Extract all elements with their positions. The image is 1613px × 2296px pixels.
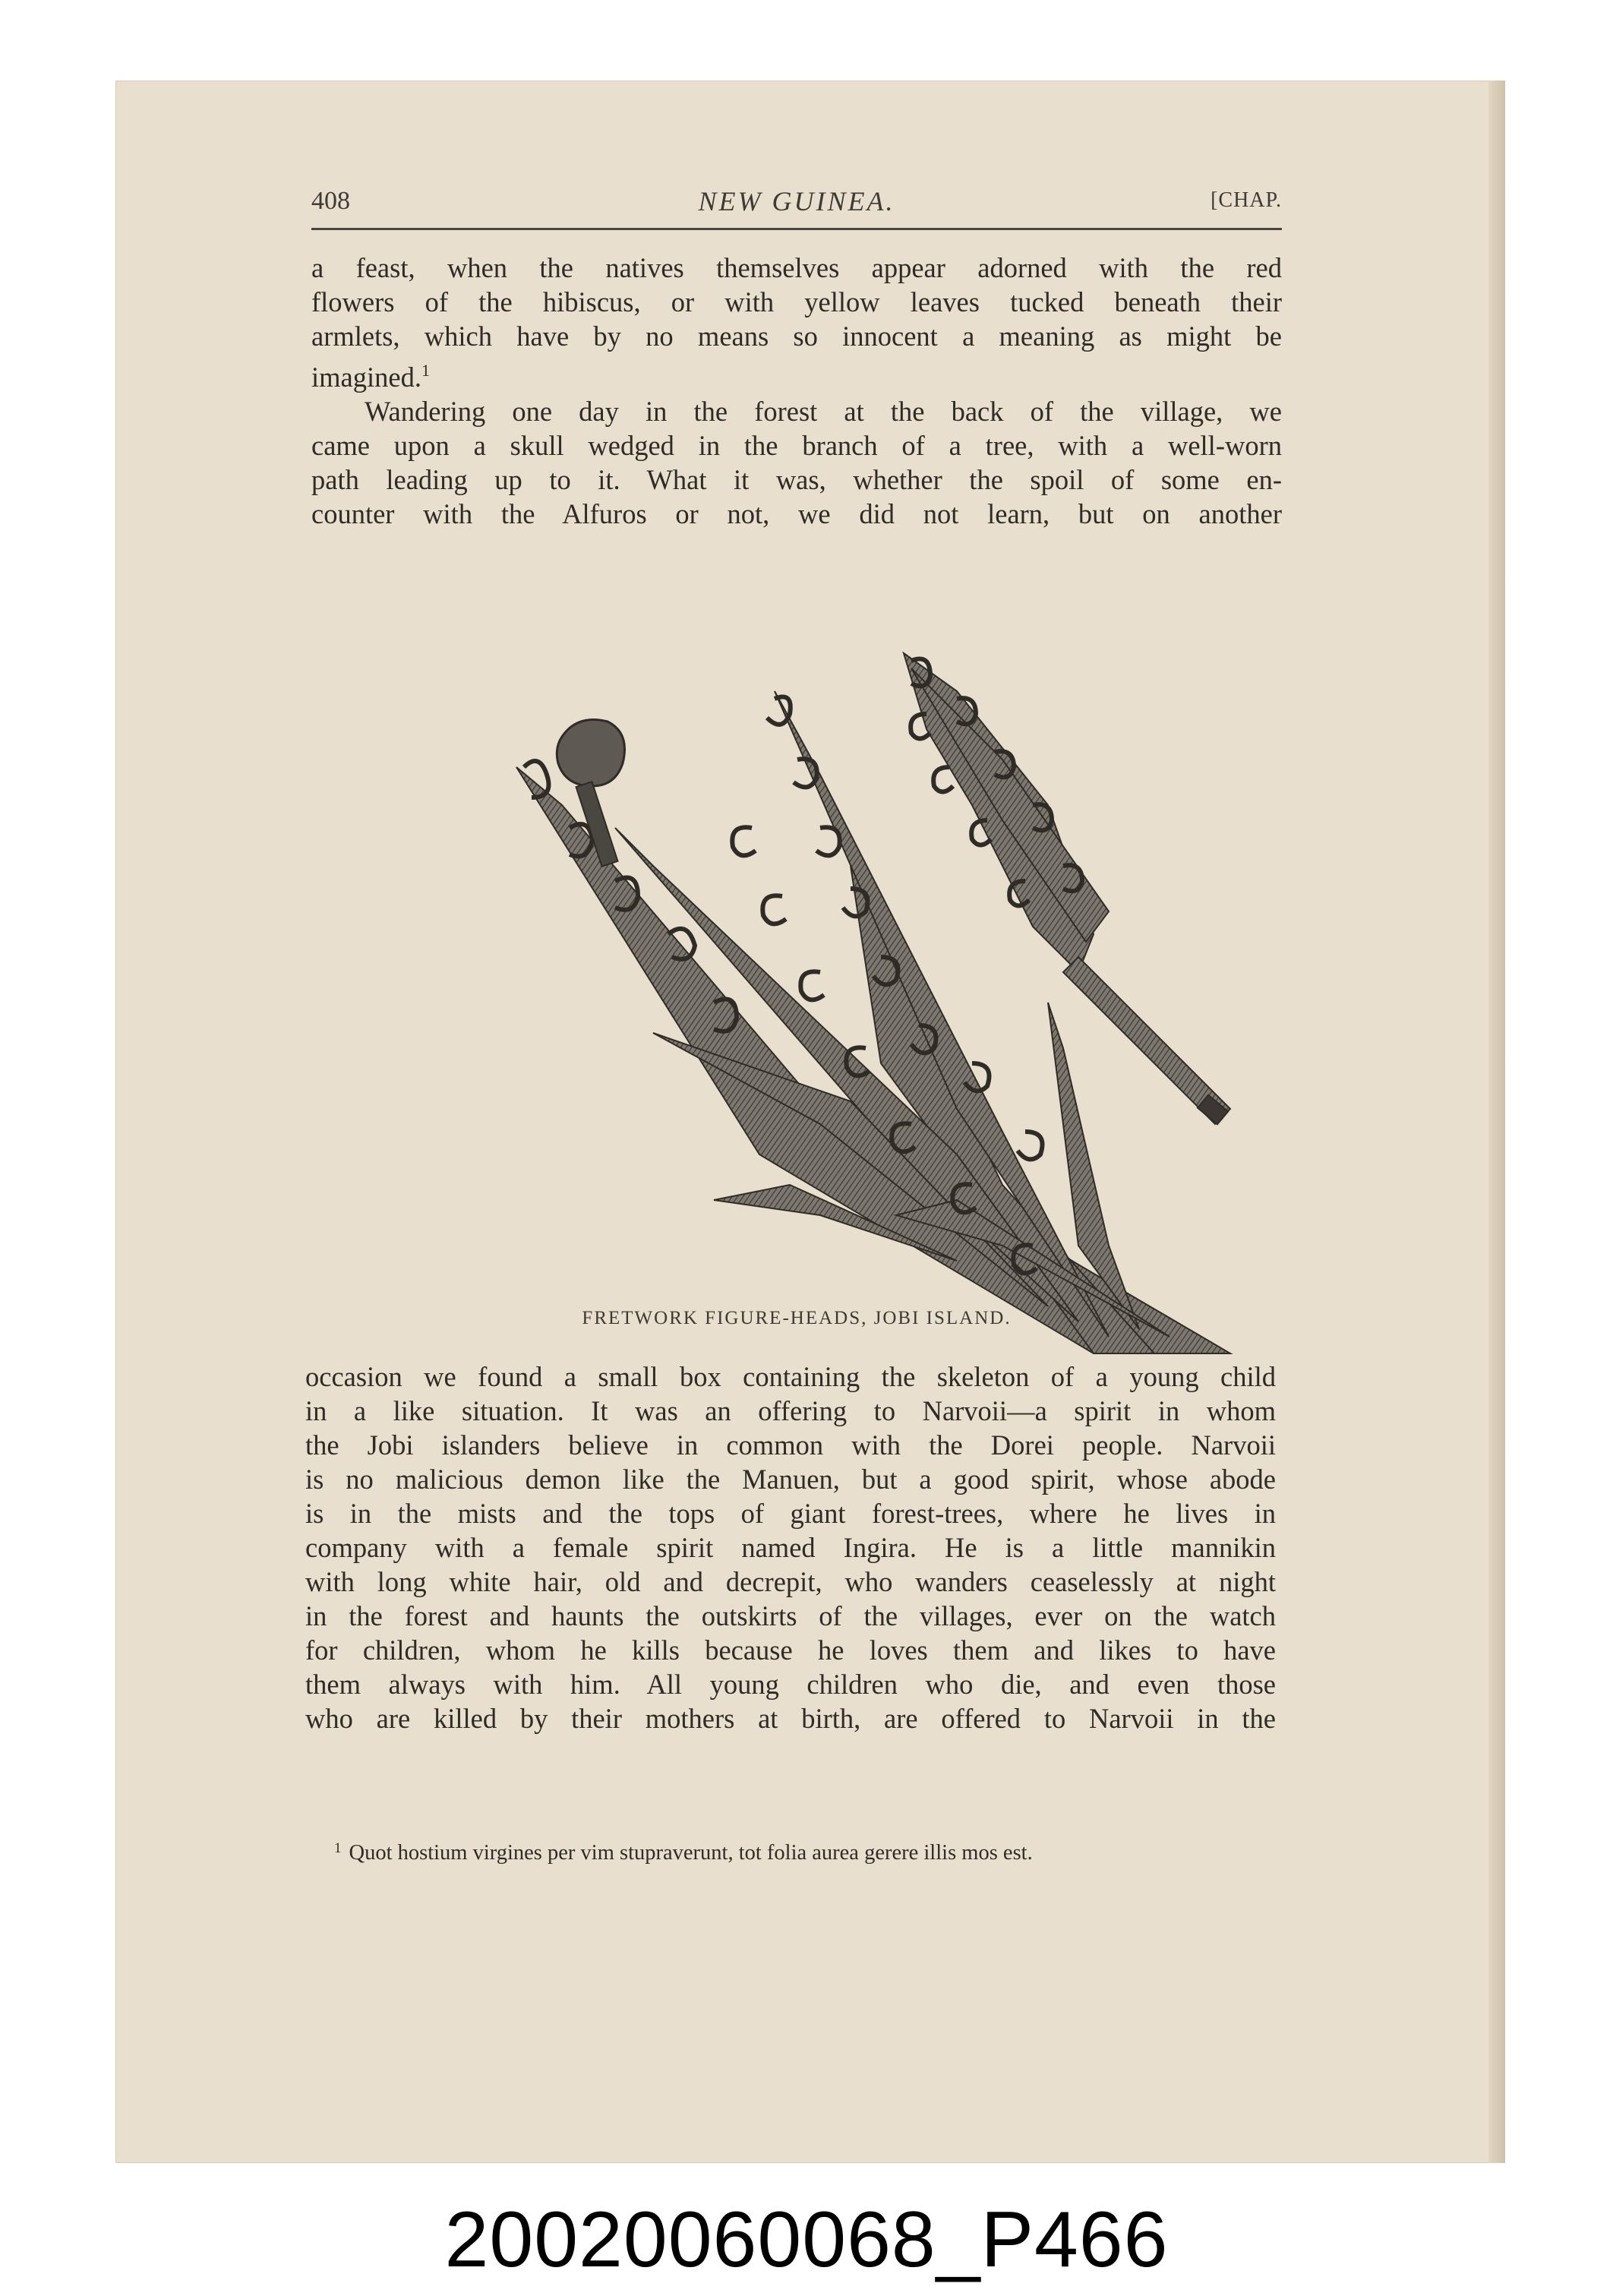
text-line: in the forest and haunts the outskirts of the villages, ever on the watch [305, 1600, 1276, 1631]
text-line: for children, whom he kills because he loves them and likes to have [305, 1634, 1276, 1666]
footnote [334, 1835, 1283, 1867]
chapter-marker: [CHAP. [1211, 188, 1282, 212]
text-line: company with a female spirit named Ingira. He is a little mannikin [305, 1532, 1276, 1563]
page-number: 408 [311, 187, 350, 215]
text-line: armlets, which have by no means so innocent a meaning as might be [311, 321, 1282, 352]
text-line: with long white hair, old and decrepit, who wanders ceaselessly at night [305, 1566, 1276, 1597]
figure-caption: FRETWORK FIGURE-HEADS, JOBI ISLAND. [582, 1308, 1012, 1328]
text-line: counter with the Alfuros or not, we did not learn, but on another [311, 498, 1282, 529]
text-line [311, 353, 1282, 394]
text-line: is in the mists and the tops of giant forest-trees, where he lives in [305, 1498, 1276, 1529]
text-line: the Jobi islanders believe in common with the Dorei people. Narvoii [305, 1429, 1276, 1461]
text-line: in a like situation. It was an offering to Narvoii—a spirit in whom [305, 1395, 1276, 1426]
page-header [311, 182, 1282, 223]
page-edge-shadow [1488, 81, 1505, 2163]
footnote-text: Quot hostium virgines per vim stupraverunt, tot folia aurea gerere illis mos est. [349, 1841, 1033, 1865]
archive-identifier: 20020060068_P466 [444, 2196, 1169, 2284]
fretwork-illustration [425, 577, 1306, 1375]
text-line: came upon a skull wedged in the branch of a tree, with a well-worn [311, 430, 1282, 461]
text-line: flowers of the hibiscus, or with yellow leaves tucked beneath their [311, 286, 1282, 317]
text-line: occasion we found a small box containing the skeleton of a young child [305, 1361, 1276, 1392]
text-line: Wandering one day in the forest at the back of the village, we [365, 396, 1282, 427]
text-line: who are killed by their mothers at birth, are offered to Narvoii in the [305, 1703, 1276, 1734]
text-line: is no malicious demon like the Manuen, but a good spirit, whose abode [305, 1464, 1276, 1495]
running-title: NEW GUINEA. [698, 186, 895, 216]
footnote-marker: 1 [334, 1840, 342, 1856]
text-line: path leading up to it. What it was, whether the spoil of some en- [311, 464, 1282, 495]
footnote-reference: 1 [421, 361, 430, 380]
text-line: a feast, when the natives themselves appear adorned with the red [311, 252, 1282, 283]
text-fragment: imagined. [311, 362, 421, 393]
header-rule [311, 228, 1282, 230]
paragraph-1 [311, 251, 1282, 531]
text-line: them always with him. All young children who die, and even those [305, 1669, 1276, 1700]
paragraph-3 [305, 1360, 1276, 1735]
